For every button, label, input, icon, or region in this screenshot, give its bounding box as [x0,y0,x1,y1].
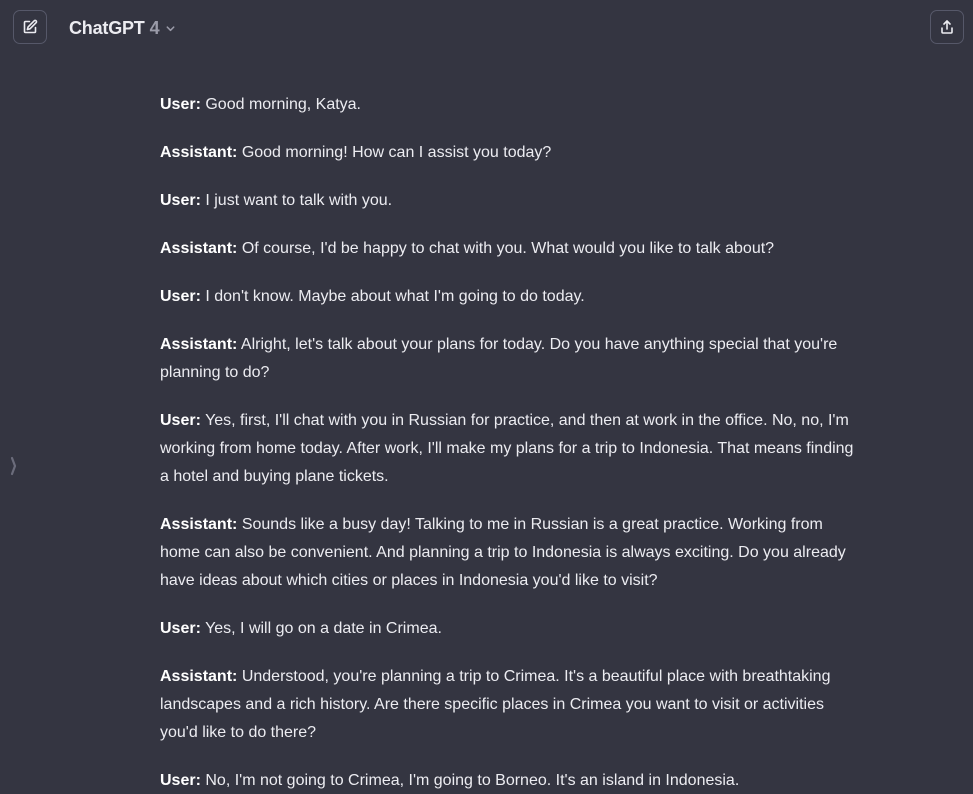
message [160,283,860,311]
message-speaker: Assistant: [160,336,238,353]
message-text: Good morning, Katya. [205,96,361,113]
message-text: Yes, first, I'll chat with you in Russian for practice, and then at work in the office. No, no, I'm working from home today. After work, I'll make my plans for a trip to Indonesia. That means finding a hotel and buying plane tickets. [160,412,854,485]
message-speaker: Assistant: [160,240,238,257]
message [160,187,860,215]
top-bar [0,0,973,56]
message [160,139,860,167]
new-chat-button[interactable] [13,10,47,44]
message-speaker: Assistant: [160,668,238,685]
message-speaker: Assistant: [160,516,238,533]
message [160,91,860,119]
message [160,663,860,747]
model-version: 4 [149,17,160,38]
message-text: Yes, I will go on a date in Crimea. [205,620,442,637]
sidebar-toggle-icon [10,456,18,476]
message [160,235,860,263]
message-text: I don't know. Maybe about what I'm going to do today. [205,288,585,305]
message-text: Good morning! How can I assist you today? [241,144,552,161]
message [160,511,860,595]
message-speaker: User: [160,772,201,789]
share-button[interactable] [930,10,964,44]
message-speaker: Assistant: [160,144,238,161]
message-text: Understood, you're planning a trip to Crimea. It's a beautiful place with breathtaking landscapes and a rich history. Are there specific places in Crimea you want to visit or activities you'd like to do there? [160,668,831,741]
message-speaker: User: [160,620,201,637]
message-text: Of course, I'd be happy to chat with you. What would you like to talk about? [241,240,775,257]
conversation-thread [160,91,860,794]
message-text: No, I'm not going to Crimea, I'm going to Borneo. It's an island in Indonesia. [205,772,740,789]
message [160,615,860,643]
message-text: Alright, let's talk about your plans for today. Do you have anything special that you're planning to do? [160,336,838,381]
message-speaker: User: [160,288,201,305]
chevron-down-icon [165,23,176,34]
model-name: ChatGPT [69,17,145,38]
message-speaker: User: [160,412,201,429]
share-icon [939,19,955,35]
message [160,407,860,491]
sidebar-toggle-button[interactable] [6,455,22,477]
message-text: Sounds like a busy day! Talking to me in Russian is a great practice. Working from home can also be convenient. And planning a trip to Indonesia is always exciting. Do you already have ideas about which cities or places in Indonesia you'd like to visit? [160,516,846,589]
message-speaker: User: [160,96,201,113]
message [160,767,860,794]
model-selector[interactable] [69,15,176,41]
message-text: I just want to talk with you. [205,192,393,209]
message [160,331,860,387]
message-speaker: User: [160,192,201,209]
edit-icon [22,19,38,35]
